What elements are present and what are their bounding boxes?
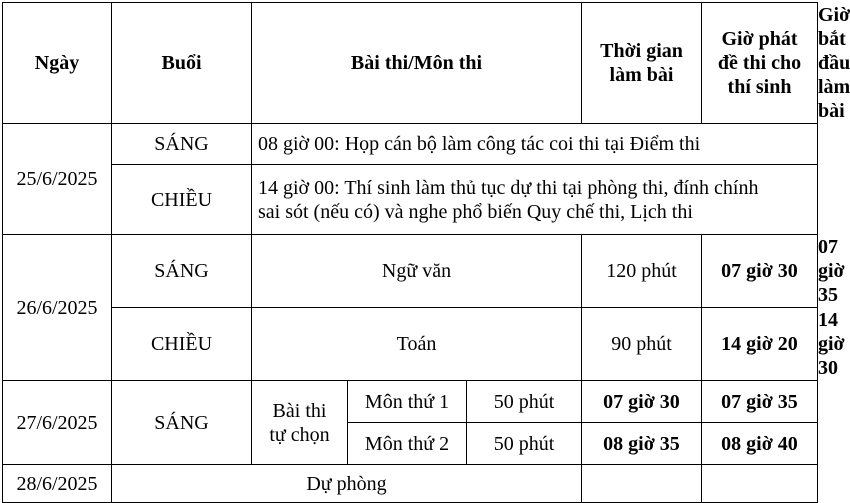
header-buoi: Buổi — [112, 3, 252, 124]
start-time-cell: 08 giờ 40 — [702, 423, 818, 465]
session-cell: SÁNG — [112, 235, 252, 308]
date-cell: 27/6/2025 — [3, 381, 112, 465]
table-row: CHIỀU Toán 90 phút 14 giờ 20 14 giờ 30 — [3, 308, 818, 381]
session-cell: SÁNG — [112, 124, 252, 165]
duration-cell: 50 phút — [467, 423, 582, 465]
header-row: Ngày Buổi Bài thi/Môn thi Thời gian làm bài Giờ phát đề thi cho thí sinh Giờ bắt đầu làm bài — [3, 3, 818, 124]
table-row: 26/6/2025 SÁNG Ngữ văn 120 phút 07 giờ 30 07 giờ 35 — [3, 235, 818, 308]
note-line-2: sai sót (nếu có) và nghe phổ biến Quy chế thi, Lịch thi — [258, 200, 693, 223]
header-gio-phat-line-1: Giờ phát — [721, 28, 798, 50]
header-thoi-gian-line-2: làm bài — [609, 64, 674, 86]
group-line-2: tự chọn — [269, 423, 330, 446]
header-thoi-gian — [582, 3, 702, 124]
session-cell: CHIỀU — [112, 165, 252, 235]
date-cell: 25/6/2025 — [3, 124, 112, 235]
session-cell: SÁNG — [112, 381, 252, 465]
table-row — [3, 124, 818, 165]
note-line-1: 14 giờ 00: Thí sinh làm thủ tục dự thi tại phòng thi, đính chính — [258, 176, 759, 199]
header-gio-phat-line-2: đề thi cho — [717, 52, 802, 74]
note-cell — [252, 165, 818, 235]
subject-cell: Toán — [252, 308, 582, 381]
duration-cell: 50 phút — [467, 381, 582, 423]
start-time-cell: 07 giờ 35 — [702, 381, 818, 423]
header-thoi-gian-line-1: Thời gian — [600, 40, 683, 62]
group-line-1: Bài thi — [272, 399, 327, 422]
distribute-time-cell: 07 giờ 30 — [582, 381, 702, 423]
distribute-time-cell: 07 giờ 30 — [702, 235, 818, 308]
distribute-time-cell: 08 giờ 35 — [582, 423, 702, 465]
duration-cell: 120 phút — [582, 235, 702, 308]
date-cell: 26/6/2025 — [3, 235, 112, 381]
note-cell: Dự phòng — [112, 465, 582, 503]
exam-schedule-table — [2, 2, 850, 503]
table-row — [3, 381, 818, 423]
header-gio-phat-line-3: thí sinh — [727, 76, 792, 98]
header-ngay: Ngày — [3, 3, 112, 124]
session-cell: CHIỀU — [112, 308, 252, 381]
note-cell: 08 giờ 00: Họp cán bộ làm công tác coi thi tại Điểm thi — [252, 124, 818, 165]
table-row — [3, 165, 818, 235]
empty-cell — [582, 465, 702, 503]
distribute-time-cell: 14 giờ 20 — [702, 308, 818, 381]
group-cell — [252, 381, 348, 465]
duration-cell: 90 phút — [582, 308, 702, 381]
header-gio-phat — [702, 3, 818, 124]
date-cell: 28/6/2025 — [3, 465, 112, 503]
subject-cell: Ngữ văn — [252, 235, 582, 308]
empty-cell — [702, 465, 818, 503]
subject-cell: Môn thứ 2 — [348, 423, 467, 465]
table-row — [3, 465, 818, 503]
subject-cell: Môn thứ 1 — [348, 381, 467, 423]
header-bai-thi: Bài thi/Môn thi — [252, 3, 582, 124]
